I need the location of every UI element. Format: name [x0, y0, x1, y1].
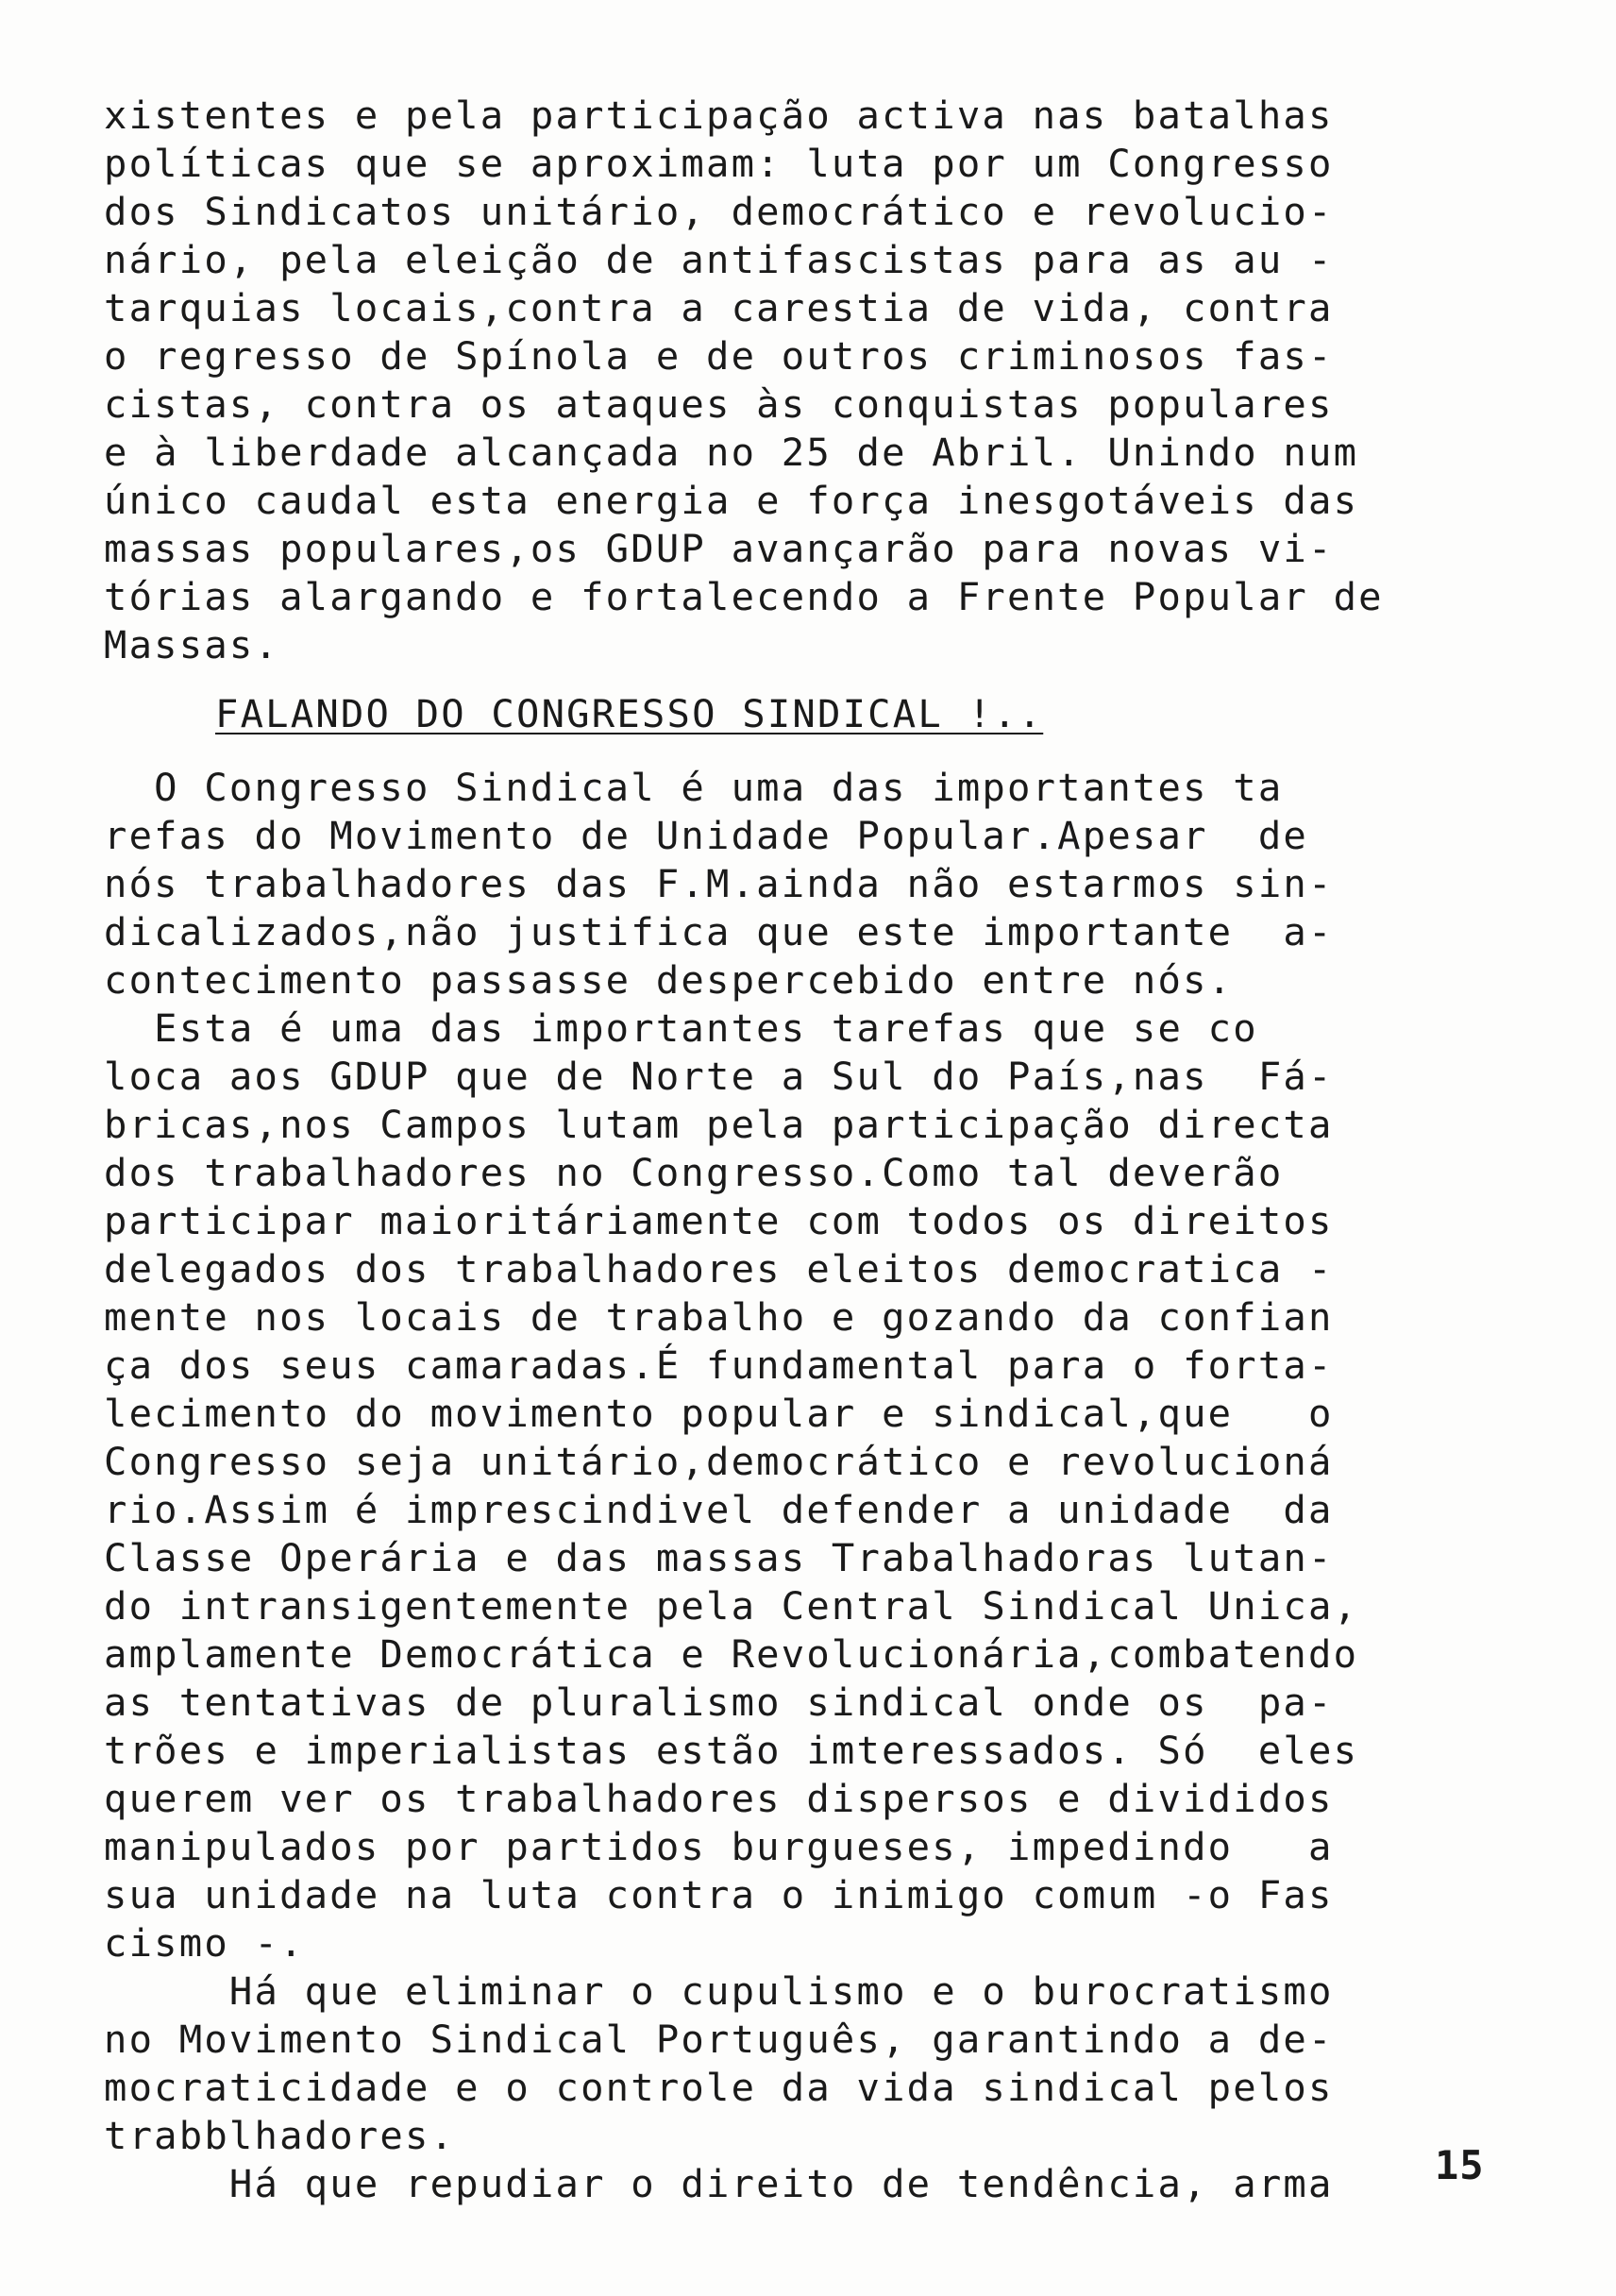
text-line: Massas.	[104, 622, 280, 667]
text-line: O Congresso Sindical é uma das importantes ta	[104, 765, 1284, 810]
text-line: mocraticidade e o controle da vida sindical pelos	[104, 2065, 1334, 2110]
text-line: querem ver os trabalhadores dispersos e divididos	[104, 1776, 1334, 1821]
text-line: tarquias locais,contra a carestia de vida, contra	[104, 285, 1334, 330]
text-line: nário, pela eleição de antifascistas para as au -	[104, 237, 1334, 282]
text-line: participar maioritáriamente com todos os direitos	[104, 1198, 1334, 1243]
text-line: xistentes e pela participação activa nas batalhas	[104, 93, 1334, 138]
text-line: o regresso de Spínola e de outros criminosos fas-	[104, 333, 1334, 379]
text-line: no Movimento Sindical Português, garantindo a de-	[104, 2017, 1334, 2062]
page-number: 15	[1435, 2142, 1485, 2188]
text-line: e à liberdade alcançada no 25 de Abril. Unindo num	[104, 430, 1359, 475]
text-line: dos Sindicatos unitário, democrático e revolucio-	[104, 189, 1334, 234]
text-line: cistas, contra os ataques às conquistas populares	[104, 381, 1334, 427]
text-line: bricas,nos Campos lutam pela participação directa	[104, 1102, 1334, 1147]
text-line: massas populares,os GDUP avançarão para novas vi-	[104, 526, 1334, 571]
text-line: sua unidade na luta contra o inimigo comum -o Fas	[104, 1872, 1334, 1917]
text-line: trões e imperialistas estão imteressados. Só eles	[104, 1728, 1359, 1773]
text-line: Esta é uma das importantes tarefas que se co	[104, 1005, 1258, 1051]
text-line: delegados dos trabalhadores eleitos democratica -	[104, 1246, 1334, 1292]
text-line: políticas que se aproximam: luta por um Congresso	[104, 141, 1334, 186]
text-line: único caudal esta energia e força inesgotáveis das	[104, 478, 1359, 523]
text-line: Há que repudiar o direito de tendência, arma	[104, 2161, 1334, 2206]
text-line: Classe Operária e das massas Trabalhadoras lutan-	[104, 1535, 1334, 1580]
text-line: rio.Assim é imprescindivel defender a unidade da	[104, 1487, 1334, 1532]
text-line: refas do Movimento de Unidade Popular.Apesar de	[104, 813, 1308, 858]
text-line: do intransigentemente pela Central Sindical Unica,	[104, 1583, 1359, 1629]
text-line: amplamente Democrática e Revolucionária,combatendo	[104, 1631, 1359, 1677]
text-line: dos trabalhadores no Congresso.Como tal deverão	[104, 1150, 1284, 1195]
text-line: manipulados por partidos burgueses, impedindo a	[104, 1824, 1334, 1869]
text-line: loca aos GDUP que de Norte a Sul do País,nas Fá-	[104, 1054, 1334, 1099]
text-line: cismo -.	[104, 1920, 305, 1966]
text-line: tórias alargando e fortalecendo a Frente Popular de	[104, 574, 1384, 619]
text-line: dicalizados,não justifica que este importante a-	[104, 909, 1334, 954]
text-line: ça dos seus camaradas.É fundamental para o forta-	[104, 1342, 1334, 1388]
text-line: Há que eliminar o cupulismo e o burocratismo	[104, 1968, 1334, 2014]
text-line: contecimento passasse despercebido entre nós.	[104, 957, 1234, 1003]
text-line: Congresso seja unitário,democrático e revolucioná	[104, 1439, 1334, 1484]
text-line: nós trabalhadores das F.M.ainda não estarmos sin-	[104, 861, 1334, 906]
text-line: mente nos locais de trabalho e gozando da confian	[104, 1294, 1334, 1340]
section-heading: FALANDO DO CONGRESSO SINDICAL !..	[215, 691, 1044, 736]
text-line: as tentativas de pluralismo sindical onde os pa-	[104, 1680, 1334, 1725]
text-line: lecimento do movimento popular e sindical,que o	[104, 1391, 1334, 1436]
text-line: trabblhadores.	[104, 2113, 456, 2158]
